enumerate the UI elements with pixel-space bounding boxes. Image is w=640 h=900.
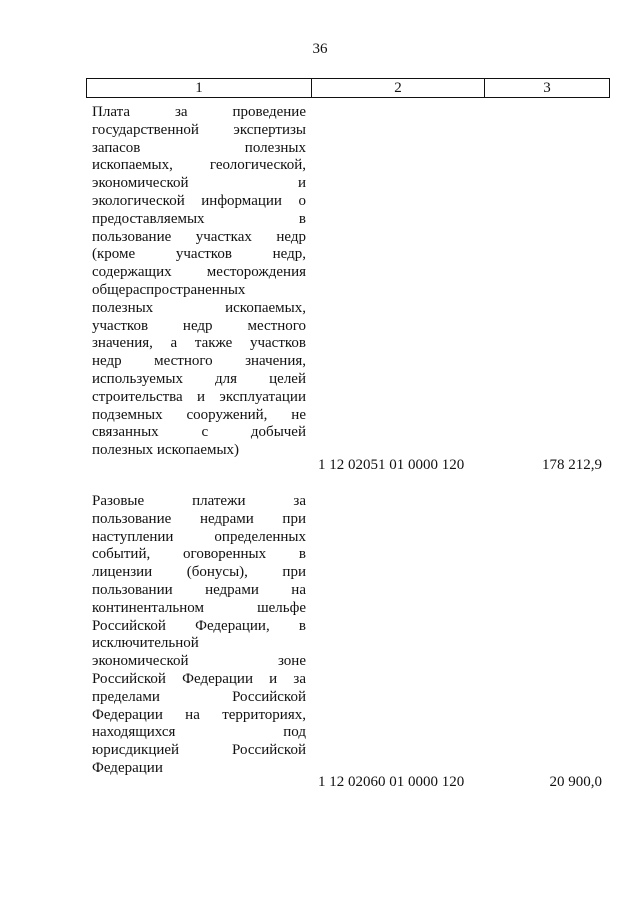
- description-line: экономической зоне: [92, 653, 306, 670]
- description-line: Федерации на территориях,: [92, 706, 306, 723]
- description-line: Разовые платежи за: [92, 493, 306, 509]
- description-line: экологической информации о: [92, 192, 306, 209]
- description-line: пользовании недрами на: [92, 581, 306, 598]
- description-line: Федерации: [92, 759, 163, 776]
- description-line: наступлении определенных: [92, 528, 306, 545]
- description-line: подземных сооружений, не: [92, 406, 306, 423]
- description-line: полезных ископаемых,: [92, 299, 306, 316]
- description-line: Российской Федерации и за: [92, 670, 306, 687]
- description-line: Плата за проведение: [92, 104, 306, 120]
- description-line: пользование участках недр: [92, 228, 306, 245]
- header-col-3: 3: [485, 79, 610, 98]
- row-code: 1 12 02060 01 0000 120: [318, 774, 465, 790]
- description-line: используемых для целей: [92, 370, 306, 387]
- description-line: исключительной: [92, 635, 199, 652]
- description-line: пределами Российской: [92, 688, 306, 705]
- row-amount: 178 212,9: [542, 457, 602, 473]
- row-amount: 20 900,0: [549, 774, 602, 790]
- description-line: континентальном шельфе: [92, 599, 306, 616]
- description-line: строительства и эксплуатации: [92, 388, 306, 405]
- description-line: экономической и: [92, 175, 306, 192]
- description-line: связанных с добычей: [92, 424, 306, 441]
- header-col-2: 2: [312, 79, 485, 98]
- description-line: недр местного значения,: [92, 353, 306, 370]
- header-row: [87, 79, 610, 98]
- description-line: (кроме участков недр,: [92, 246, 306, 263]
- description-line: предоставляемых в: [92, 210, 306, 227]
- row-description: [92, 493, 306, 778]
- header-col-1: 1: [87, 79, 312, 98]
- description-line: лицензии (бонусы), при: [92, 564, 306, 581]
- table-header: [86, 78, 610, 98]
- description-line: юрисдикцией Российской: [92, 742, 306, 759]
- description-line: содержащих месторождения: [92, 264, 306, 281]
- description-line: значения, а также участков: [92, 335, 306, 352]
- description-line: событий, оговоренных в: [92, 546, 306, 563]
- description-line: полезных ископаемых): [92, 442, 240, 459]
- description-line: запасов полезных: [92, 139, 306, 156]
- description-line: государственной экспертизы: [92, 121, 306, 138]
- row-code: 1 12 02051 01 0000 120: [318, 457, 465, 473]
- description-line: Российской Федерации, в: [92, 617, 306, 634]
- description-line: ископаемых, геологической,: [92, 157, 306, 174]
- description-line: участков недр местного: [92, 317, 306, 334]
- row-description: [92, 104, 306, 460]
- description-line: пользование недрами при: [92, 510, 306, 527]
- description-line: общераспространенных: [92, 281, 246, 298]
- page-number: 36: [312, 41, 328, 57]
- description-line: находящихся под: [92, 724, 306, 741]
